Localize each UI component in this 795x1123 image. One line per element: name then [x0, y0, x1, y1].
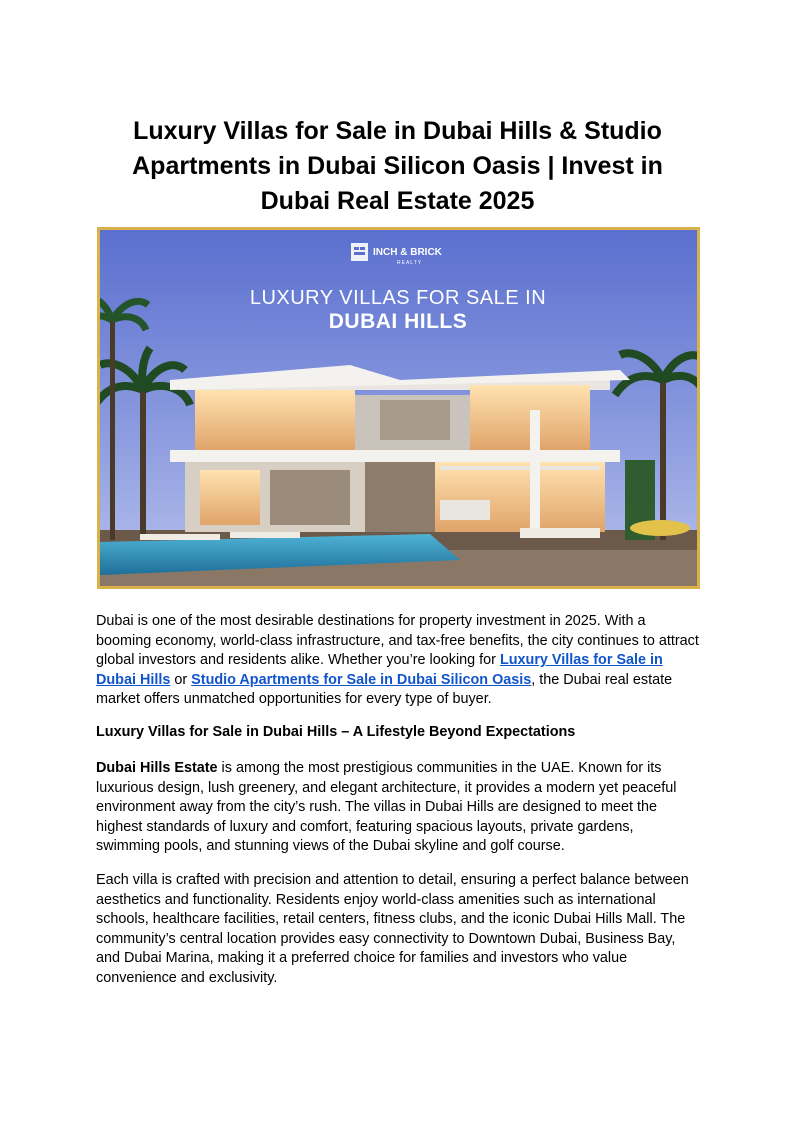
section-heading-dubai-hills: Luxury Villas for Sale in Dubai Hills – A Lifestyle Beyond Expectations: [96, 724, 576, 740]
dubai-hills-paragraph-text: is among the most prestigious communities in the UAE. Known for its luxurious design, lush greenery, and elegant architecture, it provides a modern yet peaceful environment away from the city’s rush. The villas in Dubai Hills are designed to meet the highest standards of luxury and comfort, featuring spacious layouts, private gardens, swimming pools, and stunning views of the Dubai skyline and golf course.: [96, 760, 677, 855]
intro-text-before: Dubai is one of the most desirable destinations for property investment in 2025. With a booming economy, world-class infrastructure, and tax-free benefits, the city continues to attract global investors and residents alike. Whether you’re looking for: [96, 613, 699, 669]
intro-text-after: , the Dubai real estate market offers unmatched opportunities for every type of buyer.: [96, 671, 673, 708]
link-studio-apartments-dso[interactable]: Studio Apartments for Sale in Dubai Silicon Oasis: [191, 671, 532, 688]
dubai-hills-estate-bold: Dubai Hills Estate: [96, 760, 218, 776]
page-title: Luxury Villas for Sale in Dubai Hills & Studio Apartments in Dubai Silicon Oasis | Invest in Dubai Real Estate 2025: [132, 117, 663, 215]
hero-banner-image: [97, 227, 700, 589]
intro-text-mid: or: [170, 671, 192, 688]
hero-headline-line1: LUXURY VILLAS FOR SALE IN: [249, 287, 547, 309]
logo-subtitle: REALTY: [397, 260, 423, 266]
link-luxury-villas-dubai-hills[interactable]: Luxury Villas for Sale in Dubai Hills: [96, 652, 663, 688]
inch-brick-logo-icon: [351, 243, 368, 261]
intro-paragraph: [96, 612, 700, 710]
villa-amenities-paragraph: Each villa is crafted with precision and attention to detail, ensuring a perfect balance between aesthetics and functionality. Residents enjoy world-class amenities such as international schools, healthcare facilities, retail centers, fitness clubs, and the iconic Dubai Hills Mall. The community’s central location provides easy connectivity to Downtown Dubai, Business Bay, and Dubai Marina, making it a preferred choice for families and investors who value convenience and exclusivity.: [96, 872, 689, 986]
logo-name: INCH & BRICK: [373, 247, 442, 258]
hero-headline-line2: DUBAI HILLS: [328, 310, 468, 333]
dubai-hills-paragraph: [96, 759, 700, 857]
